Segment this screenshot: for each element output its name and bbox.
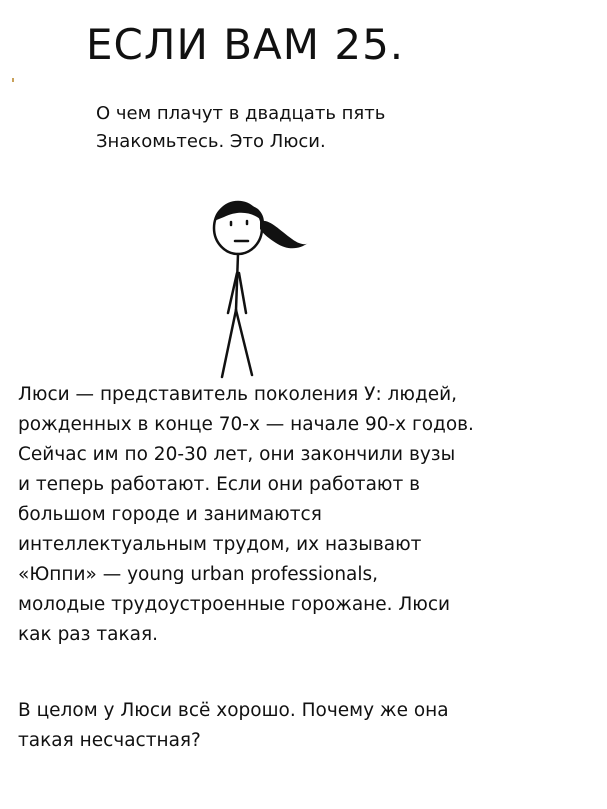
main-paragraph (18, 380, 598, 650)
intro-text (96, 100, 385, 156)
stick-figure-icon (200, 195, 320, 385)
paragraph-line: рожденных в конце 70-х — начале 90-х годов. (18, 414, 474, 435)
paragraph-line: Сейчас им по 20-30 лет, они закончили вузы (18, 444, 456, 465)
paragraph-line: В целом у Люси всё хорошо. Почему же она (18, 700, 449, 721)
paragraph-line: «Юппи» — young urban professionals, (18, 564, 379, 585)
paragraph-line: и теперь работают. Если они работают в (18, 474, 421, 495)
stray-mark (12, 78, 14, 82)
paragraph-line: большом городе и занимаются (18, 504, 322, 525)
paragraph-line: молодые трудоустроенные горожане. Люси (18, 594, 451, 615)
paragraph-line: как раз такая. (18, 624, 158, 645)
intro-line-1: О чем плачут в двадцать пять (96, 103, 386, 124)
paragraph-line: интеллектуальным трудом, их называют (18, 534, 422, 555)
intro-line-2: Знакомьтесь. Это Люси. (96, 131, 326, 152)
closing-paragraph (18, 696, 598, 756)
paragraph-line: такая несчастная? (18, 730, 201, 751)
page-title: ЕСЛИ ВАМ 25. (86, 20, 405, 69)
paragraph-line: Люси — представитель поколения У: людей, (18, 384, 458, 405)
